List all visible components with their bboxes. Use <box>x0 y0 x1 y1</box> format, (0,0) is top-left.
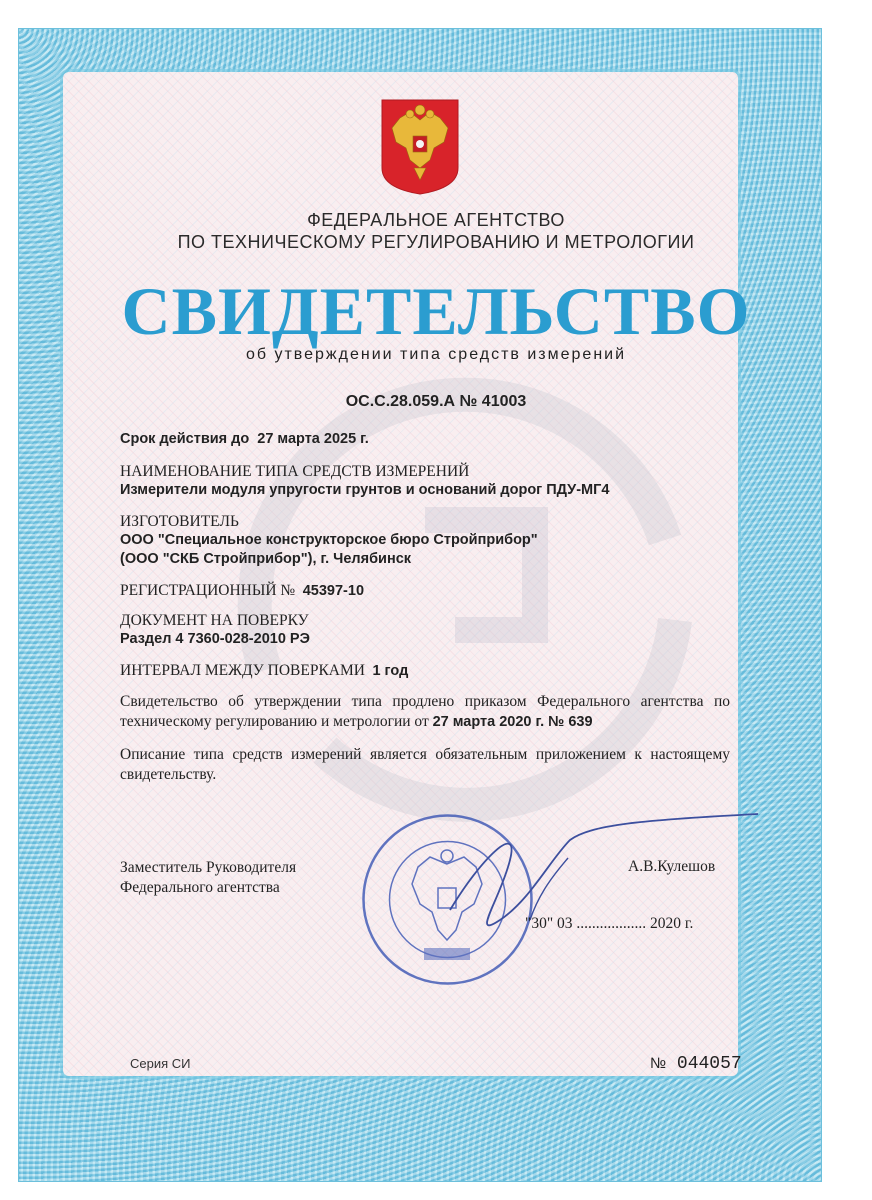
manufacturer-line1: ООО "Специальное конструкторское бюро Стройприбор" <box>120 532 538 548</box>
type-name-label: НАИМЕНОВАНИЕ ТИПА СРЕДСТВ ИЗМЕРЕНИЙ <box>120 463 470 480</box>
interval-row <box>120 662 730 680</box>
manufacturer-line2: (ООО "СКБ Стройприбор"), г. Челябинск <box>120 551 412 567</box>
verification-doc-value: Раздел 4 7360-028-2010 РЭ <box>120 631 310 647</box>
validity-row <box>120 431 730 447</box>
validity-label: Срок действия до <box>120 431 250 447</box>
registration-row <box>120 582 730 600</box>
signatory-name: А.В.Кулешов <box>628 858 716 875</box>
verification-doc-label: ДОКУМЕНТ НА ПОВЕРКУ <box>120 612 309 629</box>
russian-coat-of-arms-icon <box>380 98 460 196</box>
agency-name-line1: ФЕДЕРАЛЬНОЕ АГЕНТСТВО <box>307 210 565 230</box>
agency-name-line2: ПО ТЕХНИЧЕСКОМУ РЕГУЛИРОВАНИЮ И МЕТРОЛОГИИ <box>177 232 695 252</box>
serial-value: 044057 <box>676 1054 742 1074</box>
signature <box>440 800 760 960</box>
manufacturer-label: ИЗГОТОВИТЕЛЬ <box>120 513 239 530</box>
extension-order: 27 марта 2020 г. № 639 <box>432 714 593 730</box>
registration-value: 45397-10 <box>302 583 365 599</box>
type-name-value: Измерители модуля упругости грунтов и оснований дорог ПДУ-МГ4 <box>120 482 610 498</box>
extension-text: Свидетельство об утверждении типа продлено приказом Федерального агентства по техническому регулированию и метрологии от <box>120 693 730 730</box>
registration-label: РЕГИСТРАЦИОННЫЙ № <box>120 582 296 599</box>
certificate-number: ОС.С.28.059.А № 41003 <box>345 393 527 410</box>
validity-value: 27 марта 2025 г. <box>257 431 369 447</box>
document-title: СВИДЕТЕЛЬСТВО <box>121 273 751 349</box>
serial-number <box>650 1054 742 1074</box>
serial-prefix: № <box>650 1055 667 1072</box>
verification-doc-block <box>120 611 730 649</box>
extension-paragraph <box>120 692 730 732</box>
signatory-position-line2: Федерального агентства <box>120 879 280 896</box>
signatory-position <box>120 858 296 898</box>
series-label: Серия СИ <box>130 1056 191 1071</box>
interval-label: ИНТЕРВАЛ МЕЖДУ ПОВЕРКАМИ <box>120 662 365 679</box>
type-name-block <box>120 462 730 500</box>
signatory-position-line1: Заместитель Руководителя <box>120 859 297 876</box>
manufacturer-block <box>120 512 730 569</box>
date-line <box>525 915 693 933</box>
document-subtitle: об утверждении типа средств измерений <box>245 346 627 363</box>
date-year: 2020 г. <box>650 915 694 932</box>
description-paragraph: Описание типа средств измерений является обязательным приложением к настоящему свидетельству. <box>120 746 730 783</box>
interval-value: 1 год <box>372 663 409 679</box>
date-dots: "30" 03 .................. <box>525 915 647 932</box>
